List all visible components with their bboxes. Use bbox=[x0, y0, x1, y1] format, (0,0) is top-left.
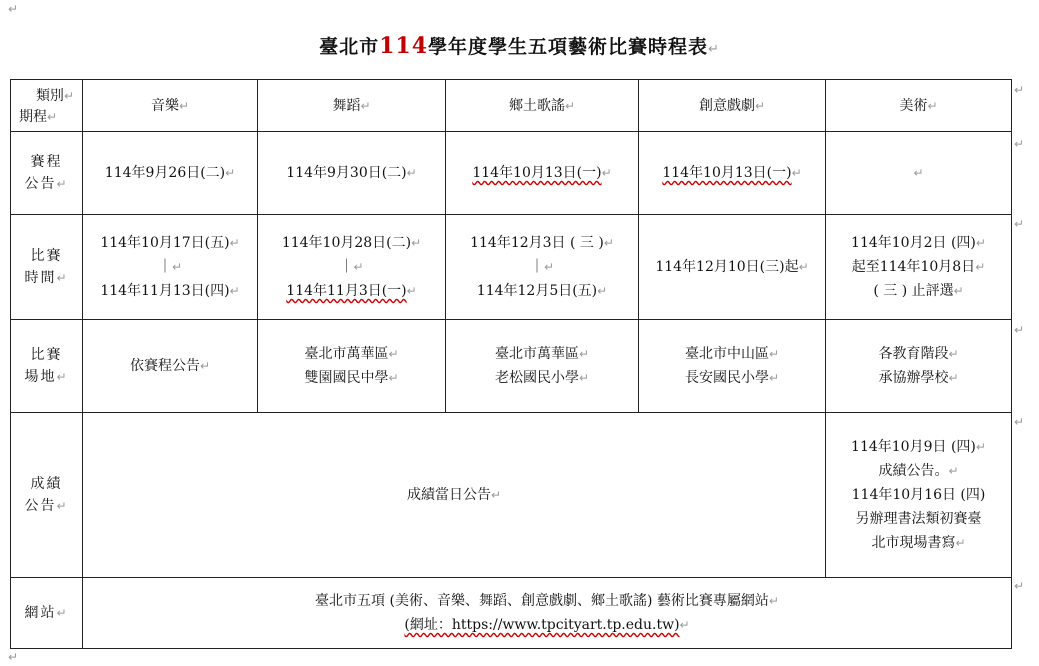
announcement-drama: 114年10月13日(一)↵ bbox=[639, 132, 826, 215]
row-label-website: 網站↵ bbox=[11, 578, 83, 649]
time-folk-song: 114年12月3日 ( 三 )↵ ｜↵ 114年12月5日(五)↵ bbox=[446, 215, 639, 320]
results-row bbox=[11, 413, 1012, 578]
column-header-art: 美術↵ bbox=[826, 80, 1012, 132]
title-prefix: 臺北市 bbox=[319, 36, 380, 58]
header-corner-cell bbox=[11, 80, 83, 132]
paragraph-mark-icon: ↵ bbox=[1014, 217, 1025, 231]
page-title bbox=[0, 32, 1039, 59]
time-row bbox=[11, 215, 1012, 320]
paragraph-mark-icon: ↵ bbox=[1014, 83, 1025, 97]
title-year: 114 bbox=[379, 33, 429, 59]
results-merged-cell: 成績當日公告↵ bbox=[83, 413, 826, 578]
paragraph-mark-icon: ↵ bbox=[1014, 323, 1025, 337]
row-label-venue: 比賽 場地↵ bbox=[11, 320, 83, 413]
column-header-folk-song: 鄉土歌謠↵ bbox=[446, 80, 639, 132]
announcement-art: ↵ bbox=[826, 132, 1012, 215]
announcement-row bbox=[11, 132, 1012, 215]
paragraph-mark-icon: ↵ bbox=[8, 2, 19, 16]
paragraph-mark-icon: ↵ bbox=[1014, 137, 1025, 151]
row-label-results: 成績 公告↵ bbox=[11, 413, 83, 578]
paragraph-mark-icon: ↵ bbox=[708, 42, 720, 57]
website-description: 臺北市五項 (美術、音樂、舞蹈、創意戲劇、鄉土歌謠) 藝術比賽專屬網站 bbox=[315, 593, 769, 609]
column-header-drama: 創意戲劇↵ bbox=[639, 80, 826, 132]
website-url[interactable]: (網址：https://www.tpcityart.tp.edu.tw) bbox=[404, 617, 680, 633]
column-header-music: 音樂↵ bbox=[83, 80, 258, 132]
venue-music: 依賽程公告↵ bbox=[83, 320, 258, 413]
announcement-dance: 114年9月30日(二)↵ bbox=[258, 132, 446, 215]
venue-folk-song: 臺北市萬華區↵ 老松國民小學↵ bbox=[446, 320, 639, 413]
website-cell: 臺北市五項 (美術、音樂、舞蹈、創意戲劇、鄉土歌謠) 藝術比賽專屬網站↵ (網址：https://www.tpcityart.tp.edu.tw)↵ bbox=[83, 578, 1012, 649]
paragraph-mark-icon: ↵ bbox=[8, 650, 19, 664]
venue-art: 各教育階段↵ 承協辦學校↵ bbox=[826, 320, 1012, 413]
column-header-dance: 舞蹈↵ bbox=[258, 80, 446, 132]
title-suffix: 學年度學生五項藝術比賽時程表 bbox=[428, 36, 709, 58]
results-art: 114年10月9日 (四)↵ 成績公告。↵ 114年10月16日 (四) 另辦理書法類初賽臺 北市現場書寫↵ bbox=[826, 413, 1012, 578]
announcement-music: 114年9月26日(二)↵ bbox=[83, 132, 258, 215]
paragraph-mark-icon: ↵ bbox=[1014, 415, 1025, 429]
category-label: 類別↵ bbox=[35, 88, 74, 104]
row-end-marks bbox=[1014, 79, 1034, 649]
website-row bbox=[11, 578, 1012, 649]
row-label-time: 比賽 時間↵ bbox=[11, 215, 83, 320]
venue-row bbox=[11, 320, 1012, 413]
schedule-table bbox=[10, 79, 1012, 649]
row-label-announcement: 賽程 公告↵ bbox=[11, 132, 83, 215]
venue-drama: 臺北市中山區↵ 長安國民小學↵ bbox=[639, 320, 826, 413]
header-row bbox=[11, 80, 1012, 132]
time-dance: 114年10月28日(二)↵ ｜↵ 114年11月3日(一)↵ bbox=[258, 215, 446, 320]
announcement-folk-song: 114年10月13日(一)↵ bbox=[446, 132, 639, 215]
paragraph-mark-icon: ↵ bbox=[1014, 579, 1025, 593]
venue-dance: 臺北市萬華區↵ 雙園國民中學↵ bbox=[258, 320, 446, 413]
time-art: 114年10月2日 (四)↵ 起至114年10月8日↵ ( 三 ) 止評選↵ bbox=[826, 215, 1012, 320]
time-music: 114年10月17日(五)↵ ｜↵ 114年11月13日(四)↵ bbox=[83, 215, 258, 320]
time-drama: 114年12月10日(三)起↵ bbox=[639, 215, 826, 320]
period-label: 期程↵ bbox=[19, 109, 58, 125]
